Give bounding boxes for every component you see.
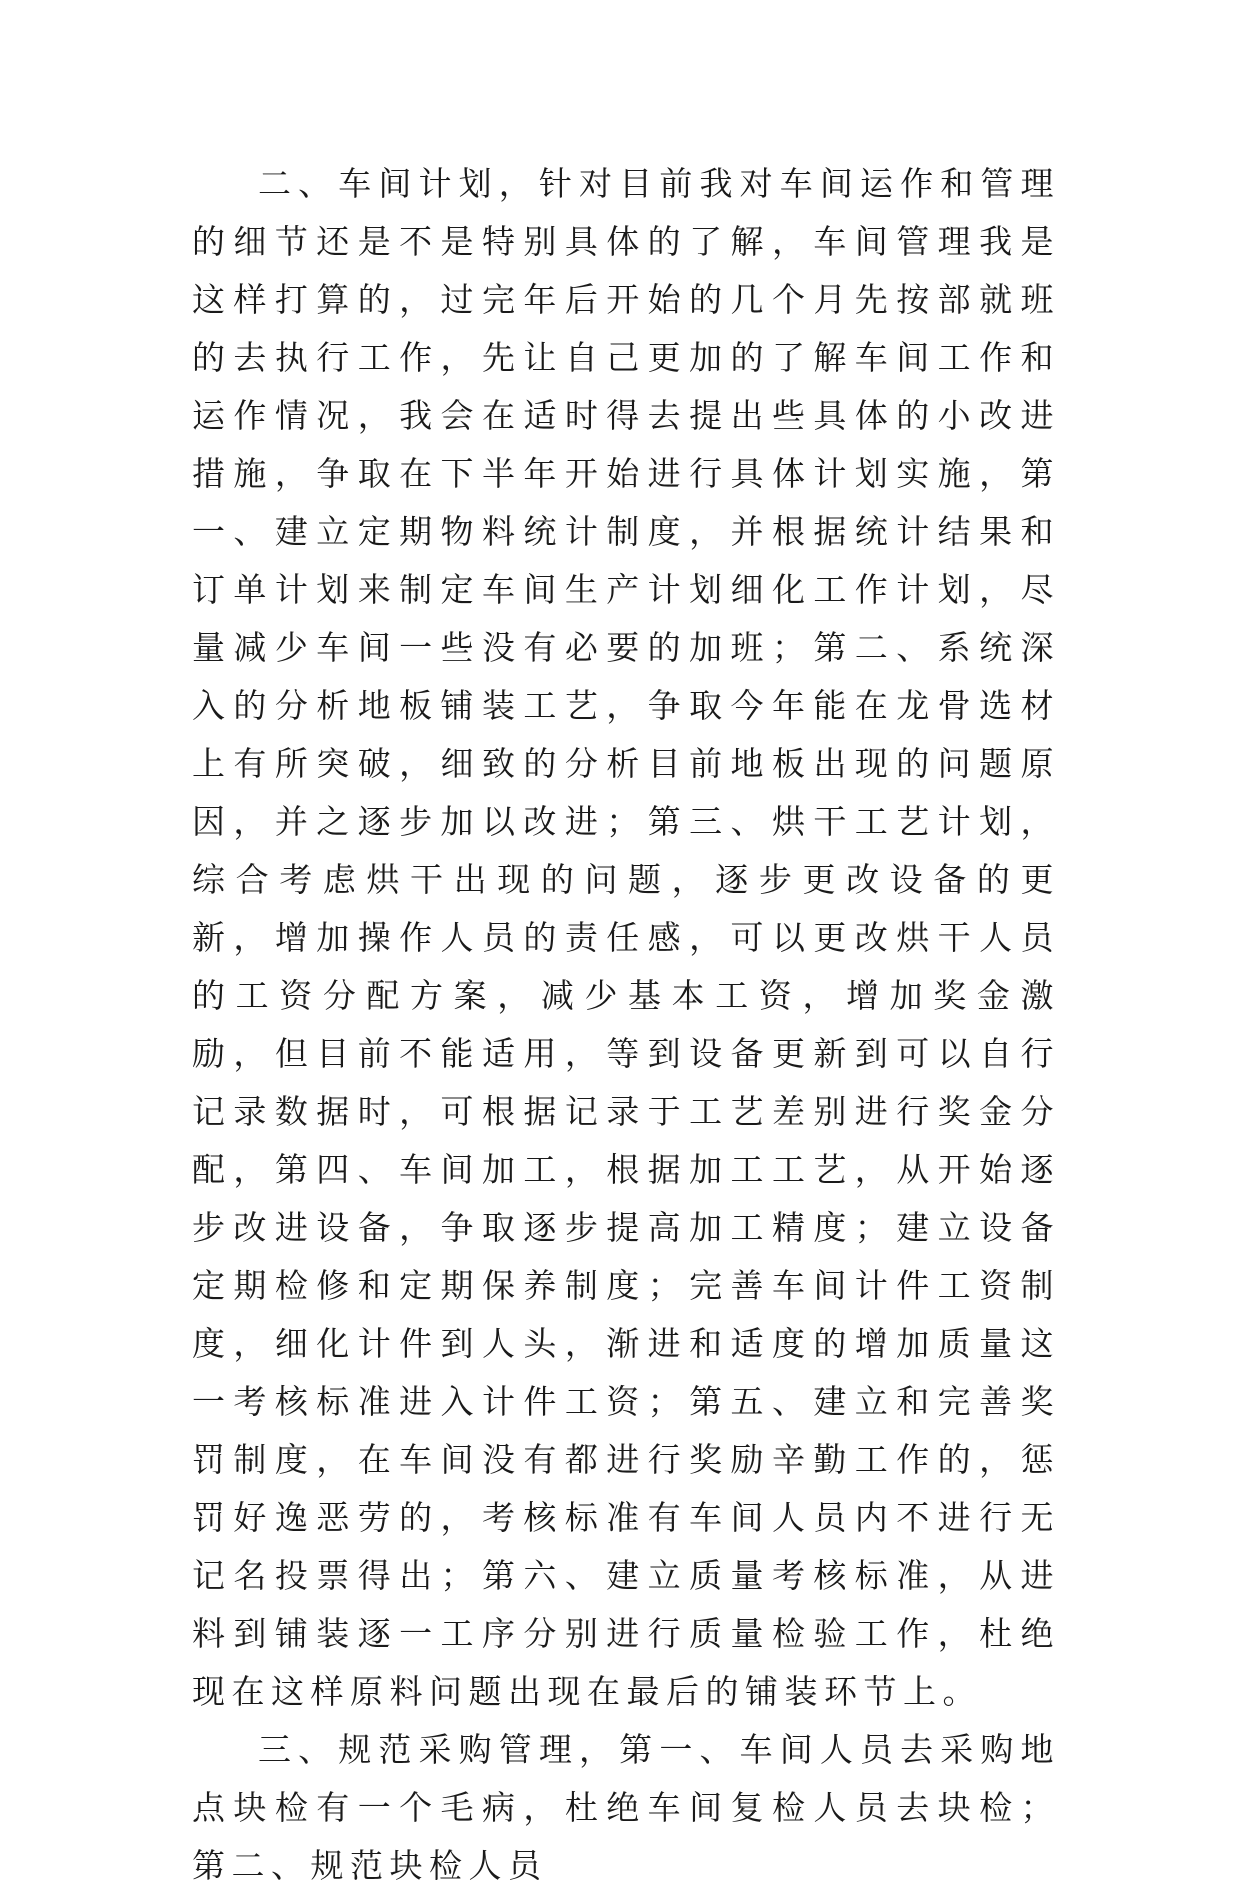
document-body	[192, 155, 1060, 1895]
paragraph-workshop-plan: 二、车间计划，针对目前我对车间运作和管理的细节还是不是特别具体的了解，车间管理我是这样打算的，过完年后开始的几个月先按部就班的去执行工作，先让自己更加的了解车间工作和运作情况，我会在适时得去提出些具体的小改进措施，争取在下半年开始进行具体计划实施，第一、建立定期物料统计制度，并根据统计结果和订单计划来制定车间生产计划细化工作计划，尽量减少车间一些没有必要的加班；第二、系统深入的分析地板铺装工艺，争取今年能在龙骨选材上有所突破，细致的分析目前地板出现的问题原因，并之逐步加以改进；第三、烘干工艺计划，综合考虑烘干出现的问题，逐步更改设备的更新，增加操作人员的责任感，可以更改烘干人员的工资分配方案，减少基本工资，增加奖金激励，但目前不能适用，等到设备更新到可以自行记录数据时，可根据记录于工艺差别进行奖金分配，第四、车间加工，根据加工工艺，从开始逐步改进设备，争取逐步提高加工精度；建立设备定期检修和定期保养制度；完善车间计件工资制度，细化计件到人头，渐进和适度的增加质量这一考核标准进入计件工资；第五、建立和完善奖罚制度，在车间没有都进行奖励辛勤工作的，惩罚好逸恶劳的，考核标准有车间人员内不进行无记名投票得出；第六、建立质量考核标准，从进料到铺装逐一工序分别进行质量检验工作，杜绝现在这样原料问题出现在最后的铺装环节上。	[192, 164, 1060, 1711]
paragraph-procurement-management: 三、规范采购管理，第一、车间人员去采购地点块检有一个毛病，杜绝车间复检人员去块检；第二、规范块检人员	[192, 1730, 1060, 1885]
